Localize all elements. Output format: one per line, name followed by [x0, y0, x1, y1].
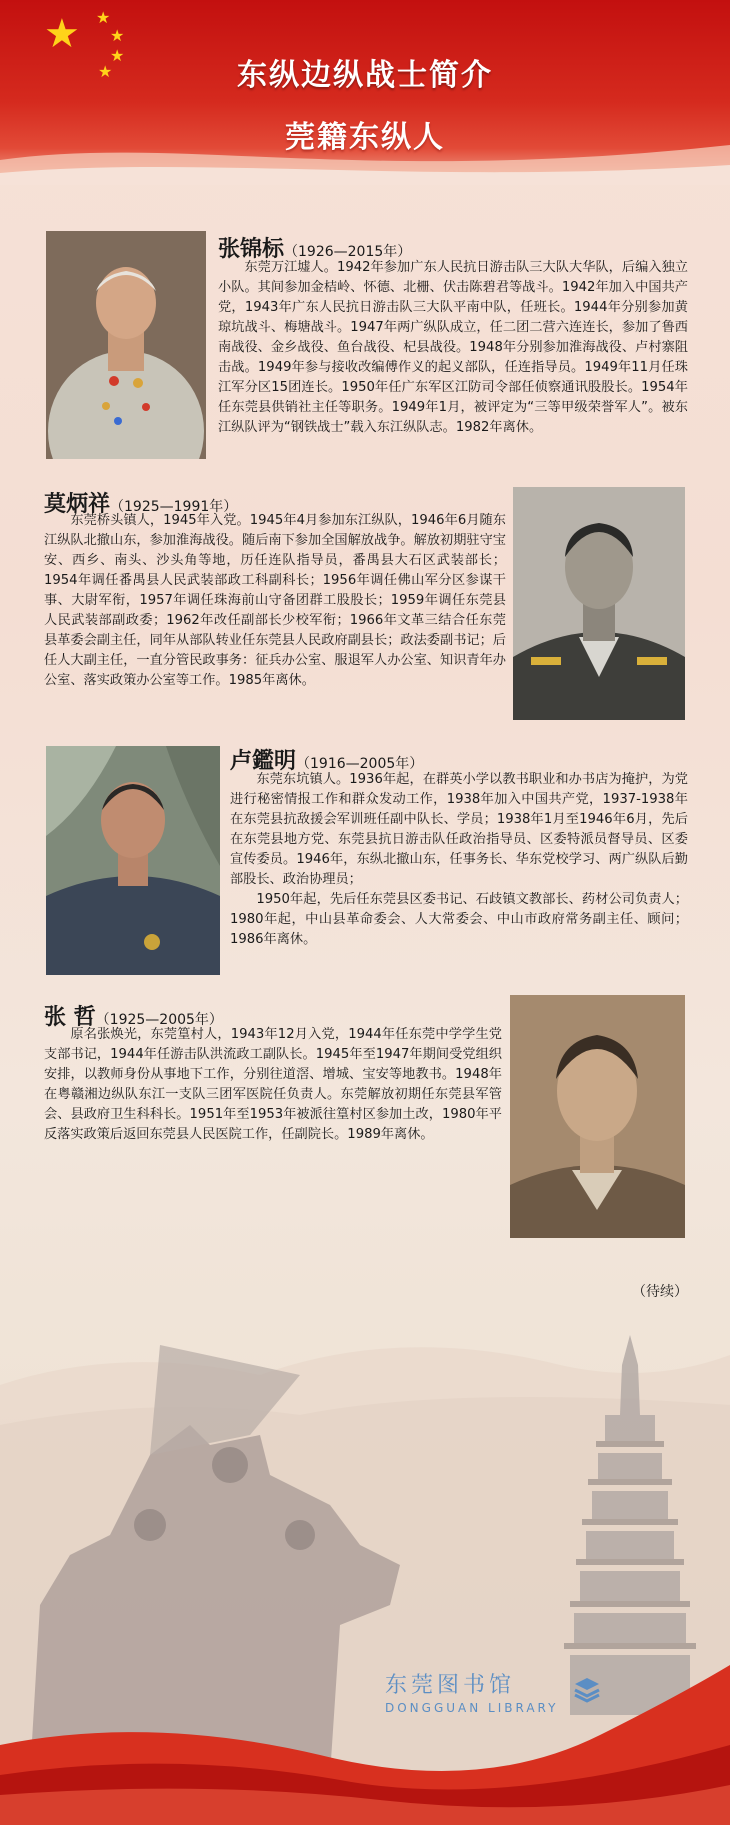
bio-name-4: 张 哲（1925—2005年） — [44, 1005, 223, 1030]
star-icon: ★ — [96, 8, 111, 27]
portrait-photo-4 — [510, 995, 685, 1238]
star-icon: ★ — [44, 11, 80, 57]
bio-text-4 — [44, 1025, 502, 1145]
library-name — [385, 1668, 558, 1715]
star-icon: ★ — [110, 46, 125, 65]
portrait-photo-1 — [46, 231, 206, 459]
portrait-photo-3 — [46, 746, 220, 975]
portrait-photo-2 — [513, 487, 685, 720]
page-subtitle: 莞籍东纵人 — [285, 120, 445, 155]
bio-text-1 — [218, 258, 688, 438]
bio-name-3: 卢鑑明（1916—2005年） — [230, 749, 424, 774]
bio-name-1: 张锦标（1926—2015年） — [218, 237, 412, 262]
bio-years-2: （1925—1991年） — [110, 499, 238, 515]
library-name-en: DONGGUAN LIBRARY — [385, 1701, 559, 1715]
star-icon: ★ — [98, 62, 113, 81]
bio-paragraph: 1950年起，先后任东莞县区委书记、石歧镇文教部长、药材公司负责人；1980年起，中山县革命委会、人大常委会、中山市政府常务副主任、顾问；1986年离休。 — [230, 892, 688, 947]
library-name-cn: 东莞图书馆 — [385, 1673, 516, 1698]
bio-paragraph: 东莞桥头镇人，1945年入党。1945年4月参加东江纵队，1946年6月随东江纵队北撤山东，参加淮海战役。随后南下参加全国解放战争。解放初期驻守宝安、西乡、南头、沙头角等地，历任连队指导员，番禺县大石区武装部长；1954年调任番禺县人民武装部政工科副科长；1956年调任佛山军分区参谋干事、大尉军衔，1957年调任珠海前山守备团群工股股长；1959年调任东莞县人民武装部副政委；1962年改任副部长少校军衔；1966年文革三结合任东莞县革委会副主任，同年从部队转业任东莞县人民政府副县长；政法委副书记；后任人大副主任，一直分管民政事务：征兵办公室、服退军人办公室、知识青年办公室、落实政策办公室等工作。1985年离休。 — [44, 513, 506, 688]
bio-years-3: （1916—2005年） — [296, 756, 424, 772]
bio-years-1: （1926—2015年） — [284, 244, 412, 260]
bio-paragraph: 东莞东坑镇人。1936年起，在群英小学以教书职业和办书店为掩护，为党进行秘密情报工作和群众发动工作，1938年加入中国共产党，1937-1938年在东莞县抗敌援会军训班任副中队长、学员；1938年1月至1946年6月，先后在东莞县地方党、东莞县抗日游击队任政治指导员、区委特派员督导员、区委宣传委员。1946年，东纵北撤山东，任事务长、华东党校学习、两广纵队后勤部股长、政治协理员； — [230, 772, 688, 887]
bio-text-3 — [230, 770, 688, 950]
bottom-scene — [0, 1305, 730, 1825]
bio-text-2 — [44, 511, 506, 691]
library-logo-icon — [572, 1674, 602, 1704]
page-title: 东纵边纵战士简介 — [237, 58, 493, 93]
star-icon: ★ — [110, 26, 125, 45]
to-be-continued: （待续） — [632, 1284, 688, 1300]
bio-paragraph: 东莞万江墟人。1942年参加广东人民抗日游击队三大队大华队，后编入独立小队。其间参加金桔岭、怀德、北栅、伏击陈碧君等战斗。1942年加入中国共产党，1943年广东人民抗日游击队三大队平南中队，任班长。1944年分别参加黄琼坑战斗、梅塘战斗。1947年两广纵队成立，任二团二营六连连长，参加了鲁西南战役、金乡战役、鱼台战役、杞县战役。1948年分别参加淮海战役、卢村寨阻击战。1949年参与接收改编傅作义的起义部队，任连指导员。1949年11月任珠江军分区15团连长。1950年任广东军区江防司令部任侦察通讯股股长。1954年任东莞县供销社主任等职务。1949年1月，被评定为“三等甲级荣誉军人”。被东江纵队评为“钢铁战士”载入东江纵队志。1982年离休。 — [218, 260, 688, 435]
bio-paragraph: 原名张焕光，东莞篁村人，1943年12月入党，1944年任东莞中学学生党支部书记，1944年任游击队洪流政工副队长。1945年至1947年期间受党组织安排，以教师身份从事地下工作，分别往道滘、增城、宝安等地教书。1948年在粤赣湘边纵队东江一支队三团军医院任负责人。东莞解放初期任东莞县军管会、县政府卫生科科长。1951年至1953年被派往篁村区参加土改，1980年平反落实政策后返回东莞县人民医院工作，任副院长。1989年离休。 — [44, 1027, 502, 1142]
bio-name-2: 莫炳祥（1925—1991年） — [44, 492, 238, 517]
bio-years-4: （1925—2005年） — [95, 1012, 223, 1028]
